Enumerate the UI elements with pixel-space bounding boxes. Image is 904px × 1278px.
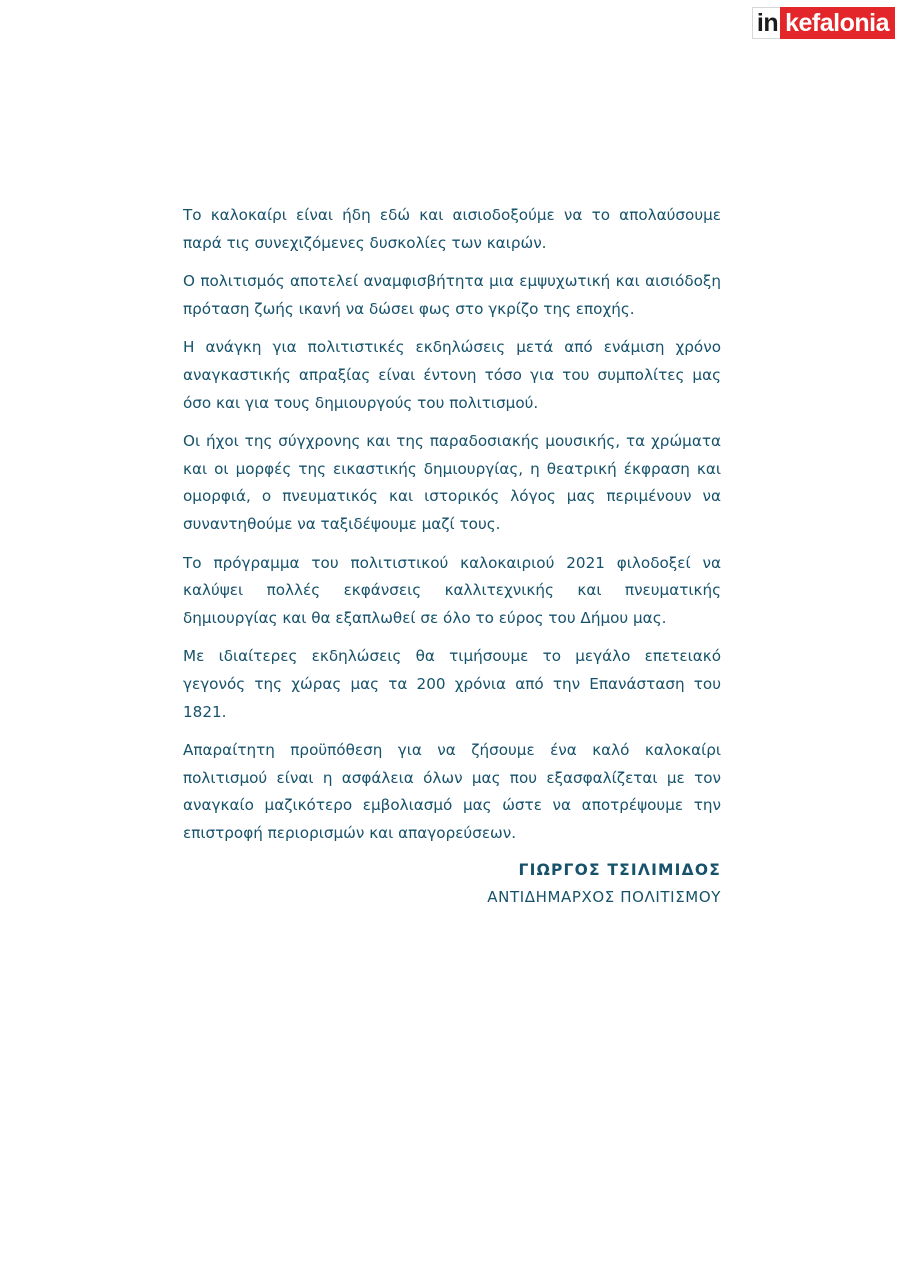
signature-block <box>487 857 721 911</box>
paragraph-4: Οι ήχοι της σύγχρονης και της παραδοσιακής μουσικής, τα χρώματα και οι μορφές της εικαστικής δημιουργίας, η θεατρική έκφραση και ομορφιά, ο πνευματικός και ιστορικός λόγος μας περιμένουν να συναντηθούμε να ταξιδέψουμε μαζί τους. <box>183 432 721 533</box>
letter-body <box>183 202 721 858</box>
inkefalonia-logo <box>752 7 895 39</box>
paragraph-3: Η ανάγκη για πολιτιστικές εκδηλώσεις μετά από ενάμιση χρόνο αναγκαστικής απραξίας είναι έντονη τόσο για του συμπολίτες μας όσο και για τους δημιουργούς του πολιτισμού. <box>183 338 721 412</box>
paragraph-7: Απαραίτητη προϋπόθεση για να ζήσουμε ένα καλό καλοκαίρι πολιτισμού είναι η ασφάλεια όλων μας που εξασφαλίζεται με τον αναγκαίο μαζικότερο εμβολιασμό μας ώστε να αποτρέψουμε την επιστροφή περιορισμών και απαγορεύσεων. <box>183 741 721 842</box>
paragraph-2: Ο πολιτισμός αποτελεί αναμφισβήτητα μια εμψυχωτική και αισιόδοξη πρόταση ζωής ικανή να δώσει φως στο γκρίζο της εποχής. <box>183 272 721 318</box>
logo-in-part: in <box>752 7 780 39</box>
signatory-name: ΓΙΩΡΓΟΣ ΤΣΙΛΙΜΙΔΟΣ <box>518 861 721 879</box>
paragraph-6: Με ιδιαίτερες εκδηλώσεις θα τιμήσουμε το μεγάλο επετειακό γεγονός της χώρας μας τα 200 χρόνια από την Επανάσταση του 1821. <box>183 647 721 721</box>
signatory-role: ΑΝΤΙΔΗΜΑΡΧΟΣ ΠΟΛΙΤΙΣΜΟΥ <box>487 888 721 906</box>
logo-brand-part: kefalonia <box>780 7 895 39</box>
paragraph-5: Το πρόγραμμα του πολιτιστικού καλοκαιριού 2021 φιλοδοξεί να καλύψει πολλές εκφάνσεις καλλιτεχνικής και πνευματικής δημιουργίας και θα εξαπλωθεί σε όλο το εύρος του Δήμου μας. <box>183 553 721 627</box>
paragraph-1: Το καλοκαίρι είναι ήδη εδώ και αισιοδοξούμε να το απολαύσουμε παρά τις συνεχιζόμενες δυσκολίες των καιρών. <box>183 206 721 252</box>
